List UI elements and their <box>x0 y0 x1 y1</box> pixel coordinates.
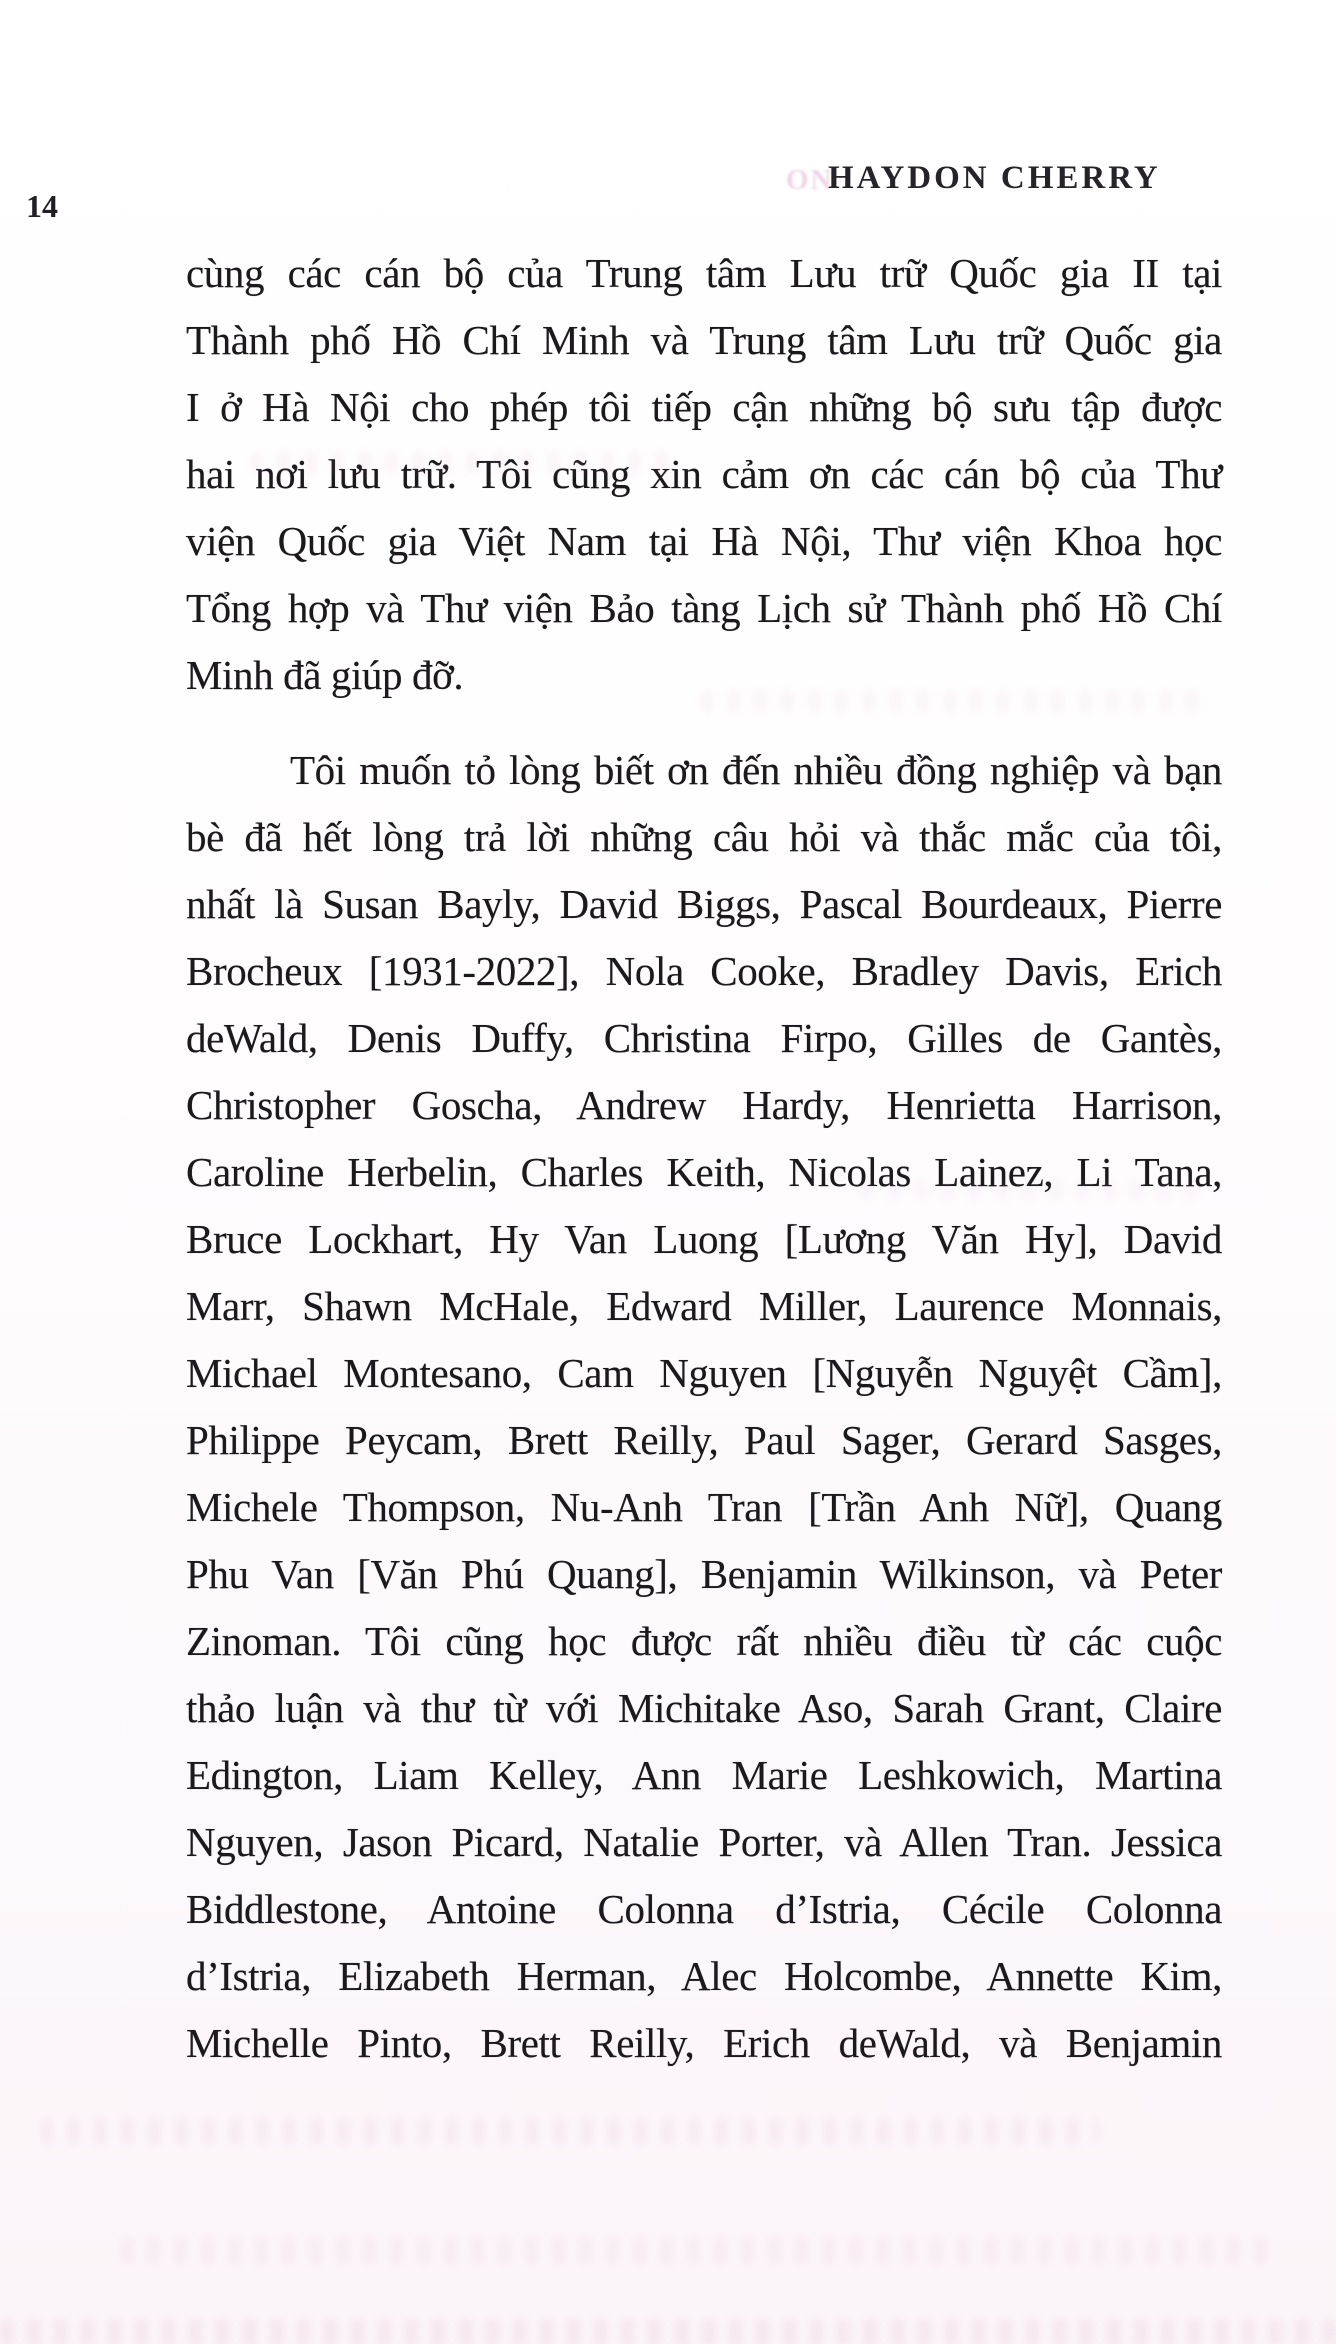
text-line: Minh đã giúp đỡ. <box>186 652 464 698</box>
text-line: Michael Montesano, Cam Nguyen [Nguyễn Nguyệt Cầm], <box>186 1350 1222 1396</box>
text-line: Edington, Liam Kelley, Ann Marie Leshkowich, Martina <box>186 1752 1222 1798</box>
text-line: Tổng hợp và Thư viện Bảo tàng Lịch sử Thành phố Hồ Chí <box>186 585 1222 631</box>
bleed-through-artifact <box>40 2118 1100 2144</box>
text-line: Michele Thompson, Nu-Anh Tran [Trần Anh Nữ], Quang <box>186 1484 1222 1530</box>
text-line: Christopher Goscha, Andrew Hardy, Henrietta Harrison, <box>186 1082 1222 1128</box>
text-line: bè đã hết lòng trả lời những câu hỏi và thắc mắc của tôi, <box>186 814 1222 860</box>
text-line: Phu Van [Văn Phú Quang], Benjamin Wilkinson, và Peter <box>186 1551 1222 1597</box>
text-line: I ở Hà Nội cho phép tôi tiếp cận những bộ sưu tập được <box>186 384 1222 430</box>
paragraph-acknowledgments-archives <box>186 240 1222 709</box>
bleed-through-artifact <box>0 2320 1336 2344</box>
text-line: Zinoman. Tôi cũng học được rất nhiều điều từ các cuộc <box>186 1618 1222 1664</box>
text-line: hai nơi lưu trữ. Tôi cũng xin cảm ơn các cán bộ của Thư <box>186 451 1222 497</box>
text-line: Philippe Peycam, Brett Reilly, Paul Sager, Gerard Sasges, <box>186 1417 1222 1463</box>
paragraph-acknowledgments-colleagues <box>186 737 1222 2077</box>
text-line: Bruce Lockhart, Hy Van Luong [Lương Văn Hy], David <box>186 1216 1222 1262</box>
text-line: deWald, Denis Duffy, Christina Firpo, Gilles de Gantès, <box>186 1015 1222 1061</box>
text-line: thảo luận và thư từ với Michitake Aso, Sarah Grant, Claire <box>186 1685 1222 1731</box>
text-line: Thành phố Hồ Chí Minh và Trung tâm Lưu trữ Quốc gia <box>186 317 1222 363</box>
bleed-through-artifact <box>120 2238 1270 2264</box>
text-line: Nguyen, Jason Picard, Natalie Porter, và Allen Tran. Jessica <box>186 1819 1222 1865</box>
text-line: Brocheux [1931-2022], Nola Cooke, Bradley Davis, Erich <box>186 948 1222 994</box>
text-line: d’Istria, Elizabeth Herman, Alec Holcombe, Annette Kim, <box>186 1953 1222 1999</box>
text-line: Biddlestone, Antoine Colonna d’Istria, Cécile Colonna <box>186 1886 1222 1932</box>
bleed-through-text: ON <box>786 164 834 196</box>
running-head-author: HAYDON CHERRY <box>828 160 1161 196</box>
text-line: Michelle Pinto, Brett Reilly, Erich deWald, và Benjamin <box>186 2020 1222 2066</box>
text-line: Tôi muốn tỏ lòng biết ơn đến nhiều đồng nghiệp và bạn <box>290 747 1222 793</box>
text-line: nhất là Susan Bayly, David Biggs, Pascal Bourdeaux, Pierre <box>186 881 1222 927</box>
text-line: Marr, Shawn McHale, Edward Miller, Laurence Monnais, <box>186 1283 1222 1329</box>
text-line: cùng các cán bộ của Trung tâm Lưu trữ Quốc gia II tại <box>186 250 1222 296</box>
text-line: Caroline Herbelin, Charles Keith, Nicolas Lainez, Li Tana, <box>186 1149 1222 1195</box>
page-number: 14 <box>26 188 58 224</box>
text-line: viện Quốc gia Việt Nam tại Hà Nội, Thư viện Khoa học <box>186 518 1222 564</box>
